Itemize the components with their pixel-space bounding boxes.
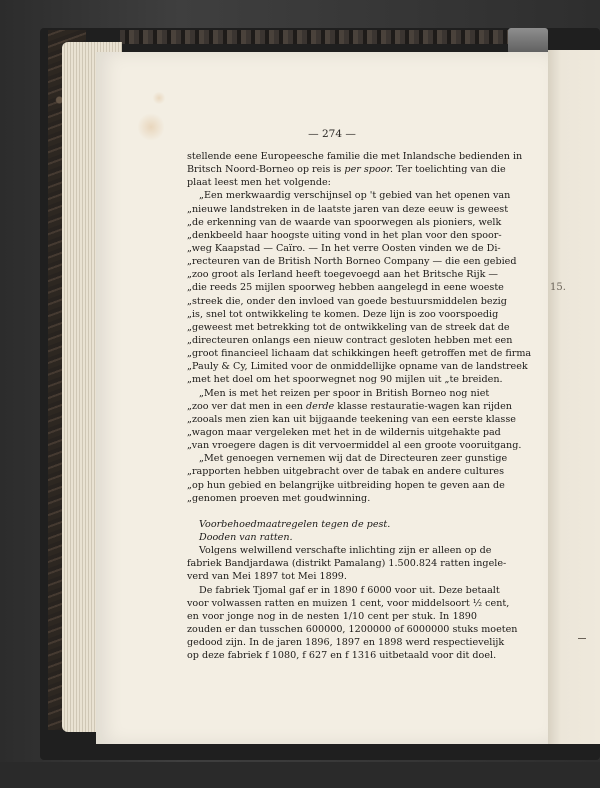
quote-line: „Een merkwaardig verschijnsel op 't gebied van het openen van: [199, 190, 511, 202]
quote-line: „met het doel om het spoorwegnet nog 90 mijlen uit „te breiden.: [187, 374, 503, 386]
paper-stain: [138, 112, 164, 142]
quote-line: „Men is met het reizen per spoor in British Borneo nog niet: [199, 387, 490, 399]
quote-line: „is, snel tot ontwikkeling te komen. Deze lijn is zoo voorspoedig: [187, 308, 499, 320]
text-line: voor volwassen ratten en muizen 1 cent, voor middelsoort ½ cent,: [187, 597, 510, 609]
quote-line: „rapporten hebben uitgebracht over de tabak en andere cultures: [187, 466, 505, 478]
text-line: zouden er dan tusschen 600000, 1200000 of 6000000 stuks moeten: [187, 623, 518, 635]
paper-stain-small: [152, 92, 166, 104]
quote-line: „nieuwe landstreken in de laatste jaren van deze eeuw is geweest: [187, 203, 509, 215]
text-line: stellende eene Europeesche familie die met Inlandsche bedienden in: [187, 151, 523, 162]
quote-line: „geweest met betrekking tot de ontwikkeling van de streek dat de: [187, 321, 510, 333]
scanner-bed: [0, 762, 600, 788]
quote-line: „op hun gebied en belangrijke uitbreiding hopen te geven aan de: [187, 479, 505, 491]
text-line: Volgens welwillend verschafte inlichting zijn er alleen op de: [199, 545, 492, 557]
quote-line: „genomen proeven met goudwinning.: [187, 492, 371, 504]
section-subheading: Dooden van ratten.: [199, 531, 293, 543]
facing-page: [548, 50, 600, 744]
book-top-edge: [120, 30, 540, 44]
quote-line: „directeuren onlangs een nieuw contract gesloten hebben met een: [187, 334, 513, 346]
text-line: verd van Mei 1897 tot Mei 1899.: [187, 571, 347, 583]
quote-line: „zooals men zien kan uit bijgaande teekening van een eerste klasse: [187, 413, 516, 425]
text-line: fabriek Bandjardawa (distrikt Pamalang) 1.500.824 ratten ingele-: [187, 558, 507, 570]
quote-line: „recteuren van de British North Borneo Company — die een gebied: [187, 256, 517, 268]
quote-line: „die reeds 25 mijlen spoorweg hebben aangelegd in eene woeste: [187, 282, 504, 294]
text-line: plaat leest men het volgende:: [187, 177, 331, 189]
quote-line: „weg Kaapstad — Caïro. — In het verre Oosten vinden we de Di-: [187, 242, 501, 254]
quote-line: „zoo groot als Ierland heeft toegevoegd aan het Britsche Rijk —: [187, 269, 499, 281]
quote-line: „denkbeeld haar hoogste uiting vond in het plan voor den spoor-: [187, 229, 502, 241]
section-gap: [187, 505, 477, 518]
quote-line: „groot financieel lichaam dat schikkingen heeft getroffen met de firma: [187, 348, 532, 360]
facing-page-mark: 15.: [550, 282, 566, 293]
quote-line: „de erkenning van de waarde van spoorwegen als pioniers, welk: [187, 216, 502, 228]
facing-page-dash: [578, 638, 586, 639]
section-heading: Voorbehoedmaatregelen tegen de pest.: [199, 518, 391, 530]
text-line: op deze fabriek f 1080, f 627 en f 1316 uitbetaald voor dit doel.: [187, 650, 497, 662]
scanner-clip: [508, 28, 548, 54]
quote-line: „streek die, onder den invloed van goede bestuursmiddelen bezig: [187, 295, 507, 307]
quote-line: „wagon maar vergeleken met het in de wildernis uitgehakte pad: [187, 426, 501, 438]
quote-line: „Pauly & Cy, Limited voor de onmiddellijke opname van de landstreek: [187, 361, 528, 373]
text-line: De fabriek Tjomal gaf er in 1890 f 6000 voor uit. Deze betaalt: [199, 584, 500, 596]
page-number: — 274 —: [308, 128, 356, 140]
quote-line: „zoo ver dat men in een derde klasse restauratie-wagen kan rijden: [187, 400, 512, 412]
text-line: gedood zijn. In de jaren 1896, 1897 en 1898 werd respectievelijk: [187, 637, 505, 649]
page-text: [187, 150, 532, 662]
quote-line: „Met genoegen vernemen wij dat de Directeuren zeer gunstige: [199, 453, 508, 465]
text-line: en voor jonge nog in de nesten 1/10 cent per stuk. In 1890: [187, 610, 477, 622]
text-line: Britsch Noord-Borneo op reis is per spoor. Ter toelichting van die: [187, 164, 506, 176]
quote-line: „van vroegere dagen is dit vervoermiddel al een groote vooruitgang.: [187, 440, 522, 452]
